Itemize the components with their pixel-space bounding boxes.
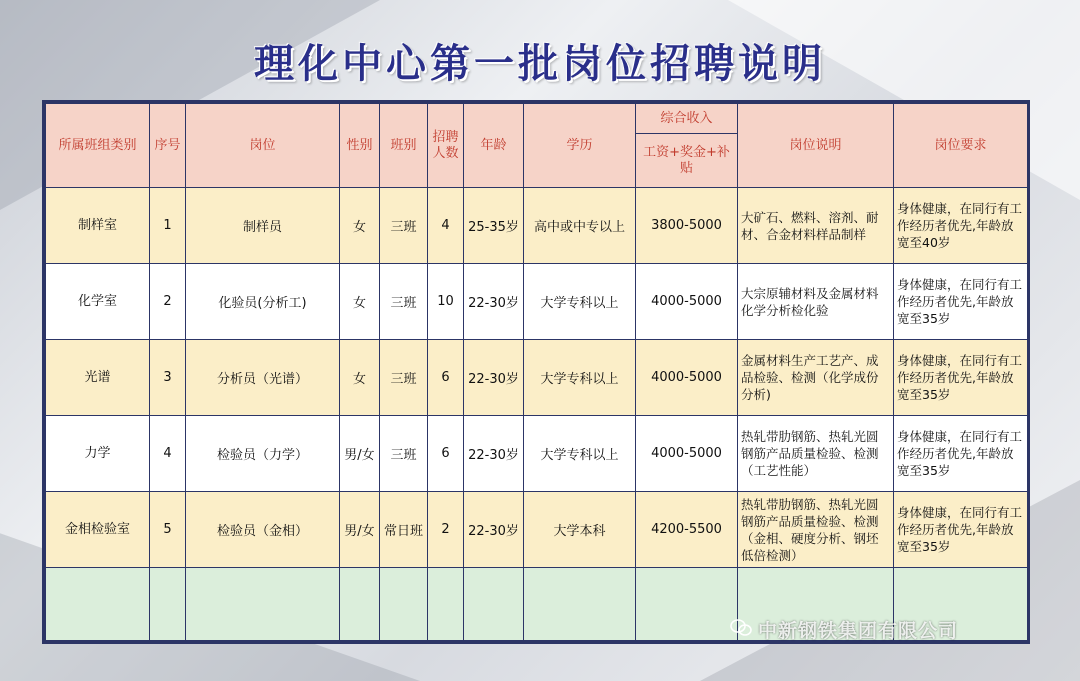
cell-no: 2: [150, 264, 186, 340]
cell-desc: 大宗原辅材料及金属材料化学分析检化验: [738, 264, 894, 340]
cell-desc: 金属材料生产工艺产、成品检验、检测（化学成份分析): [738, 340, 894, 416]
cell-income: 4200-5500: [636, 492, 738, 568]
cell-gender: 男/女: [340, 416, 380, 492]
cell-edu: 大学专科以上: [524, 264, 636, 340]
cell-dept: 制样室: [46, 188, 150, 264]
cell-no: 3: [150, 340, 186, 416]
header-count: 招聘人数: [428, 104, 464, 188]
cell-req: 身体健康，在同行有工作经历者优先,年龄放宽至40岁: [894, 188, 1028, 264]
page-title: 理化中心第一批岗位招聘说明: [254, 41, 826, 87]
cell-gender: 女: [340, 340, 380, 416]
cell-dept: 金相检验室: [46, 492, 150, 568]
table-row: [46, 188, 1028, 264]
cell-edu: 大学专科以上: [524, 340, 636, 416]
table-row: [46, 340, 1028, 416]
cell-shift: 三班: [380, 264, 428, 340]
table-row: [46, 416, 1028, 492]
header-income-sub: 工资+奖金+补贴: [636, 134, 738, 188]
cell-post: 分析员（光谱）: [186, 340, 340, 416]
header-dept: 所属班组类别: [46, 104, 150, 188]
cell-dept: 化学室: [46, 264, 150, 340]
cell-dept: 力学: [46, 416, 150, 492]
cell-shift: 三班: [380, 416, 428, 492]
cell-count: 4: [428, 188, 464, 264]
cell-dept: 光谱: [46, 340, 150, 416]
cell-edu: 大学专科以上: [524, 416, 636, 492]
cell-edu: 高中或中专以上: [524, 188, 636, 264]
cell-age: 25-35岁: [464, 188, 524, 264]
cell-count: 10: [428, 264, 464, 340]
cell-req: 身体健康，在同行有工作经历者优先,年龄放宽至35岁: [894, 416, 1028, 492]
cell-count: 6: [428, 416, 464, 492]
table-row: [46, 264, 1028, 340]
cell-edu: 大学本科: [524, 492, 636, 568]
cell-desc: 热轧带肋钢筋、热轧光圆钢筋产品质量检验、检测（金相、硬度分析、钢坯低倍检测）: [738, 492, 894, 568]
cell-age: 22-30岁: [464, 264, 524, 340]
cell-no: 5: [150, 492, 186, 568]
header-age: 年龄: [464, 104, 524, 188]
cell-income: 3800-5000: [636, 188, 738, 264]
cell-req: 身体健康，在同行有工作经历者优先,年龄放宽至35岁: [894, 492, 1028, 568]
cell-desc: 大矿石、燃料、溶剂、耐材、合金材料样品制样: [738, 188, 894, 264]
cell-post: 化验员(分析工): [186, 264, 340, 340]
cell-post: 检验员（金相）: [186, 492, 340, 568]
cell-post: 制样员: [186, 188, 340, 264]
cell-shift: 三班: [380, 188, 428, 264]
cell-count: 2: [428, 492, 464, 568]
cell-desc: 热轧带肋钢筋、热轧光圆钢筋产品质量检验、检测（工艺性能）: [738, 416, 894, 492]
wechat-icon: [730, 619, 752, 642]
cell-shift: 三班: [380, 340, 428, 416]
cell-post: 检验员（力学）: [186, 416, 340, 492]
header-desc: 岗位说明: [738, 104, 894, 188]
header-shift: 班别: [380, 104, 428, 188]
cell-no: 1: [150, 188, 186, 264]
cell-age: 22-30岁: [464, 416, 524, 492]
cell-income: 4000-5000: [636, 340, 738, 416]
watermark: [730, 616, 958, 643]
recruitment-table: [42, 100, 1030, 644]
cell-gender: 女: [340, 188, 380, 264]
cell-no: 4: [150, 416, 186, 492]
cell-age: 22-30岁: [464, 340, 524, 416]
cell-gender: 男/女: [340, 492, 380, 568]
table-row: [46, 492, 1028, 568]
cell-income: 4000-5000: [636, 264, 738, 340]
header-income-group: 综合收入: [636, 104, 738, 134]
cell-shift: 常日班: [380, 492, 428, 568]
cell-age: 22-30岁: [464, 492, 524, 568]
cell-gender: 女: [340, 264, 380, 340]
cell-req: 身体健康，在同行有工作经历者优先,年龄放宽至35岁: [894, 264, 1028, 340]
header-req: 岗位要求: [894, 104, 1028, 188]
header-no: 序号: [150, 104, 186, 188]
watermark-text: 中新钢铁集团有限公司: [758, 620, 959, 642]
cell-count: 6: [428, 340, 464, 416]
header-post: 岗位: [186, 104, 340, 188]
header-edu: 学历: [524, 104, 636, 188]
cell-req: 身体健康，在同行有工作经历者优先,年龄放宽至35岁: [894, 340, 1028, 416]
cell-income: 4000-5000: [636, 416, 738, 492]
header-gender: 性别: [340, 104, 380, 188]
